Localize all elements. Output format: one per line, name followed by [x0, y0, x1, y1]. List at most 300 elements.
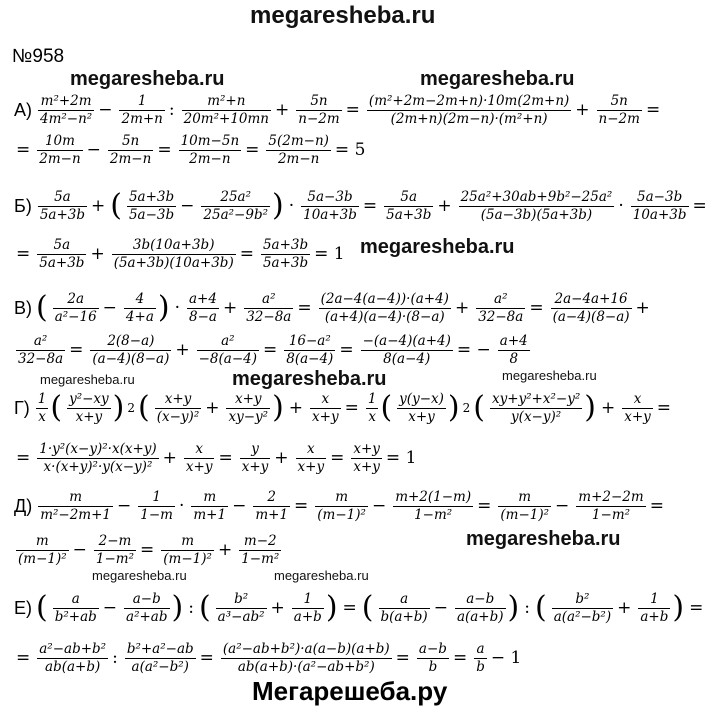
fraction [16, 533, 69, 568]
watermark-mid-left[interactable]: megaresheba.ru [70, 68, 225, 90]
denominator: n−2m [298, 110, 340, 127]
denominator: x+y [624, 408, 651, 425]
watermark-v-center[interactable]: megaresheba.ru [232, 368, 387, 390]
operator: = [345, 100, 360, 120]
operator: = [339, 340, 354, 360]
numerator: x [307, 440, 315, 457]
parenthesis: ( [361, 590, 374, 625]
fraction [125, 641, 196, 676]
header-watermark[interactable]: megaresheba.ru [250, 2, 436, 29]
footer-brand[interactable]: Мегарешеба.ру [252, 676, 448, 706]
watermark-e-center[interactable]: megaresheba.ru [274, 568, 369, 583]
denominator: a(a+b) [456, 608, 504, 625]
parenthesis: ) [272, 390, 284, 425]
fraction [552, 591, 613, 626]
parenthesis: ( [380, 390, 393, 425]
operator: + [91, 196, 106, 216]
denominator: x·(x+y)²·y(x−y)² [43, 458, 153, 475]
part-b-line-2 [14, 226, 350, 282]
fraction [53, 291, 99, 326]
numerator: 1 [303, 590, 313, 607]
denominator: 5a+3b [262, 254, 309, 271]
fraction [631, 189, 689, 224]
operator: − [180, 196, 195, 216]
parenthesis: ) [272, 188, 284, 223]
fraction [310, 391, 341, 426]
fraction [226, 391, 270, 426]
numerator: a² [221, 332, 235, 349]
denominator: 1−m [140, 506, 173, 523]
parenthesis: ( [473, 390, 485, 425]
numerator: a² [494, 290, 508, 307]
watermark-b-line[interactable]: megaresheba.ru [360, 236, 515, 258]
numerator: a−b [466, 590, 495, 607]
numerator: 1 [650, 590, 659, 607]
parenthesis: ) [507, 590, 520, 625]
denominator: m²−2m+1 [40, 506, 112, 523]
numerator: xy+y²+x²−y² [491, 390, 581, 407]
denominator: 2m−n [109, 150, 152, 167]
numerator: x+y [353, 440, 380, 457]
denominator: (m−1)² [500, 506, 550, 523]
numerator: a [400, 590, 409, 607]
operator: : [188, 598, 194, 618]
operator: = [330, 448, 345, 468]
fraction [244, 291, 293, 326]
fraction [38, 189, 87, 224]
numerator: y [251, 440, 259, 457]
fraction [112, 237, 236, 272]
operator: = [16, 648, 31, 668]
denominator: a²−16 [54, 308, 97, 325]
parenthesis: ) [171, 590, 184, 625]
parenthesis: ( [110, 188, 122, 223]
numerator: b² [575, 590, 590, 607]
numerator: a−b [132, 590, 161, 607]
operator: = [452, 648, 468, 668]
numerator: 2 [267, 488, 276, 505]
operator: + [275, 100, 290, 120]
operator: = 5 [334, 140, 366, 160]
numerator: (a²−ab+b²)·a(a−b)(a+b) [222, 640, 390, 657]
parenthesis: ) [112, 390, 125, 425]
denominator: b(a+b) [380, 608, 428, 625]
numerator: x [195, 440, 204, 457]
numerator: 5n [310, 92, 328, 109]
operator: + [222, 298, 238, 318]
parenthesis: ( [198, 590, 211, 625]
operator: + [617, 598, 632, 618]
watermark-mid-right[interactable]: megaresheba.ru [420, 68, 575, 90]
fraction [474, 641, 487, 676]
fraction [253, 489, 290, 524]
operator: = [656, 398, 672, 418]
fraction [184, 441, 215, 476]
fraction [301, 189, 359, 224]
parenthesis: ( [50, 390, 63, 425]
numerator: m²+2m [40, 92, 92, 109]
numerator: 3b(10a+3b) [132, 236, 215, 253]
fraction [397, 391, 446, 426]
operator: = [16, 140, 31, 160]
fraction [622, 391, 653, 426]
numerator: 16−a² [288, 332, 331, 349]
numerator: 2(8−a) [107, 332, 155, 349]
operator: = [294, 496, 309, 516]
fraction [53, 591, 99, 626]
denominator: 32−8a [246, 308, 292, 325]
operator: = [16, 448, 31, 468]
numerator: 5a [54, 188, 71, 205]
numerator: a [71, 590, 80, 607]
numerator: 1 [367, 390, 377, 407]
denominator: x+y [353, 458, 380, 475]
operator: = [395, 648, 410, 668]
denominator: ab(a+b) [45, 658, 101, 675]
fraction [187, 291, 219, 326]
operator: = − [456, 340, 491, 360]
problem-number: №958 [12, 46, 65, 67]
denominator: x+y [312, 408, 339, 425]
operator: + [175, 340, 190, 360]
fraction [37, 641, 108, 676]
numerator: 5(2m−n) [268, 132, 329, 149]
watermark-v-left[interactable]: megaresheba.ru [40, 372, 135, 387]
parenthesis: ( [534, 590, 547, 625]
denominator: 8 [509, 350, 519, 367]
denominator: y(x−y)² [511, 408, 562, 425]
operator: = [140, 540, 155, 560]
parenthesis: ( [36, 590, 48, 625]
denominator: 25a²−9b² [203, 206, 268, 223]
denominator: 32−8a [478, 308, 524, 325]
fraction [319, 291, 451, 326]
numerator: 1·y²(x−y)²·x(x+y) [39, 440, 157, 457]
fraction [393, 489, 473, 524]
denominator: x+y [185, 458, 213, 475]
exponent: 2 [127, 401, 136, 415]
numerator: a−b [418, 640, 447, 657]
operator: = [239, 244, 254, 264]
numerator: 5a+3b [128, 188, 175, 205]
operator: − [232, 496, 247, 516]
fraction [127, 189, 176, 224]
denominator: −8(a−4) [198, 350, 257, 367]
denominator: a(a²−b²) [131, 658, 189, 675]
fraction [459, 189, 615, 224]
denominator: 8−a [189, 308, 217, 325]
operator: = [477, 496, 492, 516]
denominator: (x−y)² [156, 408, 200, 425]
denominator: 8(a−4) [286, 350, 334, 367]
denominator: x+y [75, 408, 103, 425]
numerator: 1 [37, 390, 47, 407]
numerator: y(y−x) [399, 390, 444, 407]
operator: · [174, 298, 180, 318]
denominator: b²+ab [54, 608, 97, 625]
numerator: x+y [164, 390, 192, 407]
part-g-line-1 [14, 380, 676, 436]
operator: = [649, 496, 664, 516]
numerator: −(a−4)(a+4) [362, 332, 451, 349]
numerator: 2−m [98, 532, 132, 549]
operator: + [288, 398, 304, 418]
operator: = [245, 140, 260, 160]
fraction [16, 333, 65, 368]
operator: + [600, 398, 616, 418]
numerator: 5a [53, 236, 71, 253]
denominator: x+y [408, 408, 435, 425]
operator: = [342, 598, 357, 618]
denominator: a(a²−b²) [553, 608, 612, 625]
denominator: 2m−n [39, 150, 81, 167]
numerator: x [321, 390, 330, 407]
denominator: 5a+3b [39, 254, 85, 271]
numerator: y²−xy [69, 390, 109, 407]
denominator: 2m−n [189, 150, 231, 167]
operator: + [575, 100, 590, 120]
operator: − [86, 140, 101, 160]
fraction [296, 441, 327, 476]
numerator: 5a+3b [262, 236, 309, 253]
fraction [597, 93, 642, 128]
denominator: 4m²−n² [40, 110, 93, 127]
numerator: (m²+2m−2m+n)·10m(2m+n) [368, 92, 570, 109]
numerator: 1 [137, 92, 147, 109]
operator: · [178, 496, 185, 516]
fraction [108, 133, 153, 168]
denominator: x [38, 408, 46, 425]
fraction [498, 333, 530, 368]
operator: + [635, 298, 650, 318]
fraction [284, 333, 335, 368]
numerator: a² [262, 290, 276, 307]
denominator: x [368, 408, 376, 425]
operator: − 1 [490, 648, 522, 668]
numerator: a²−ab+b² [39, 640, 107, 657]
fraction [138, 489, 175, 524]
watermark-v-right[interactable]: megaresheba.ru [502, 368, 597, 383]
operator: + [437, 196, 452, 216]
fraction [551, 291, 632, 326]
fraction [266, 133, 331, 168]
watermark-d-right[interactable]: megaresheba.ru [466, 528, 621, 550]
fraction [239, 533, 281, 568]
parenthesis: ) [584, 390, 596, 425]
operator: = [16, 244, 31, 264]
denominator: xy−y² [228, 408, 269, 425]
operator: : [112, 648, 118, 668]
numerator: 10m [44, 132, 75, 149]
denominator: 5a+3b [386, 206, 432, 223]
part-label: Б) [14, 195, 32, 216]
fraction [124, 291, 156, 326]
parenthesis: ) [447, 390, 460, 425]
part-label: В) [14, 297, 32, 318]
parenthesis: ( [36, 290, 48, 325]
fraction [351, 441, 382, 476]
fraction [90, 333, 171, 368]
denominator: 10a+3b [303, 206, 357, 223]
denominator: b [476, 658, 485, 675]
operator: + [205, 398, 220, 418]
numerator: 5a−3b [637, 188, 683, 205]
operator: − [433, 598, 448, 618]
operator: = [199, 648, 214, 668]
numerator: a² [33, 332, 48, 349]
part-label: А) [14, 99, 32, 120]
denominator: x+y [241, 458, 269, 475]
fraction [94, 533, 136, 568]
operator: + [217, 540, 233, 560]
fraction [576, 489, 645, 524]
parenthesis: ) [157, 290, 170, 325]
fraction [67, 391, 111, 426]
numerator: b²+a²−ab [126, 640, 194, 657]
operator: = [689, 598, 704, 618]
denominator: (a+4)(a−4)·(8−a) [324, 308, 445, 325]
fraction [366, 391, 379, 426]
fraction [179, 133, 242, 168]
fraction [216, 591, 267, 626]
numerator: 5n [121, 132, 140, 149]
numerator: 25a² [220, 188, 252, 205]
denominator: (2m+n)(2m−n)·(m²+n) [390, 110, 548, 127]
denominator: (a−4)(8−a) [92, 350, 170, 367]
fraction [201, 189, 270, 224]
fraction [221, 641, 392, 676]
operator: = [344, 398, 359, 418]
watermark-e-left[interactable]: megaresheba.ru [92, 568, 187, 583]
denominator: 5a−3b [128, 206, 175, 223]
numerator: m+2−2m [578, 488, 644, 505]
fraction [38, 489, 113, 524]
numerator: m [203, 488, 217, 505]
operator: = [263, 340, 278, 360]
fraction [367, 93, 571, 128]
denominator: (5a−3b)(5a+3b) [480, 206, 593, 223]
fraction [37, 237, 86, 272]
numerator: m [69, 488, 82, 505]
fraction [191, 489, 228, 524]
fraction [379, 591, 430, 626]
numerator: a [476, 640, 485, 657]
numerator: 10m−5n [180, 132, 240, 149]
operator: = 1 [314, 244, 345, 264]
operator: − [117, 496, 132, 516]
numerator: m [181, 532, 195, 549]
denominator: 20m²+10mn [183, 110, 270, 127]
operator: = [692, 196, 707, 216]
parenthesis: ) [325, 590, 338, 625]
operator: : [168, 100, 175, 120]
denominator: x+y [297, 458, 325, 475]
exponent: 2 [462, 401, 471, 415]
operator: : [524, 598, 530, 618]
operator: + [162, 448, 177, 468]
denominator: b [428, 658, 438, 675]
numerator: 25a²+30ab+9b²−25a² [460, 188, 613, 205]
operator: · [618, 196, 624, 216]
fraction [455, 591, 506, 626]
fraction [417, 641, 449, 676]
part-e-line-1 [14, 580, 708, 636]
numerator: m [35, 532, 49, 549]
denominator: 2m+n [121, 110, 163, 127]
numerator: x [633, 390, 642, 407]
fraction [638, 591, 670, 626]
numerator: m [518, 488, 532, 505]
parenthesis: ( [138, 390, 150, 425]
denominator: 10a+3b [632, 206, 687, 223]
numerator: 5n [610, 92, 628, 109]
operator: = [529, 298, 544, 318]
operator: − [72, 540, 87, 560]
denominator: (m−1)² [163, 550, 212, 567]
operator: · [288, 196, 295, 216]
denominator: m+1 [255, 506, 289, 523]
operator: − [102, 598, 118, 618]
numerator: m [335, 488, 349, 505]
numerator: (2a−4(a−4))·(a+4) [320, 290, 449, 307]
fraction [161, 533, 214, 568]
part-label: Д) [14, 495, 33, 516]
denominator: 1−m² [241, 550, 280, 567]
fraction [498, 489, 551, 524]
operator: − [102, 298, 117, 318]
fraction [384, 189, 433, 224]
fraction [37, 441, 158, 476]
part-a-line-2 [14, 122, 370, 178]
operator: − [555, 496, 570, 516]
denominator: 8(a−4) [383, 350, 431, 367]
numerator: 2a−4a+16 [554, 290, 628, 307]
denominator: 1−m² [591, 506, 631, 523]
denominator: a³−ab² [217, 608, 265, 625]
operator: + [90, 244, 105, 264]
numerator: 2a [67, 290, 85, 307]
parenthesis: ) [672, 590, 685, 625]
fraction [37, 133, 82, 168]
fraction [124, 591, 169, 626]
operator: − [371, 496, 387, 516]
numerator: 5a [400, 188, 418, 205]
numerator: x+y [235, 390, 262, 407]
operator: = 1 [385, 448, 417, 468]
numerator: m+2(1−m) [395, 488, 472, 505]
fraction [197, 333, 259, 368]
operator: = [645, 100, 661, 120]
fraction [292, 591, 324, 626]
denominator: a²+ab [126, 608, 168, 625]
operator: + [270, 598, 285, 618]
part-d-line-2 [14, 522, 283, 578]
numerator: m−2 [243, 532, 277, 549]
numerator: 1 [152, 488, 161, 505]
denominator: ab(a+b)·(a²−ab+b²) [237, 658, 375, 675]
denominator: (a−4)(8−a) [552, 308, 630, 325]
denominator: 5a+3b [39, 206, 85, 223]
denominator: a+b [293, 608, 322, 625]
operator: = [69, 340, 84, 360]
numerator: m²+n [207, 92, 246, 109]
fraction [490, 391, 582, 426]
fraction [361, 333, 453, 368]
operator: = [297, 298, 312, 318]
numerator: a+4 [189, 290, 217, 307]
denominator: (m−1)² [18, 550, 67, 567]
numerator: 4 [135, 290, 145, 307]
